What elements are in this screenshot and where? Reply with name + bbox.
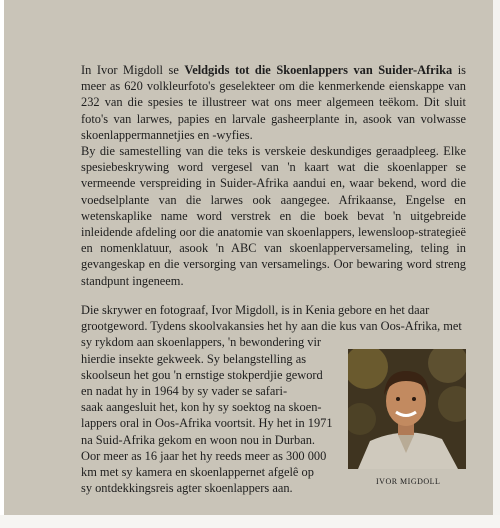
paragraph-1 <box>81 62 466 143</box>
blurb-text <box>81 62 466 289</box>
paragraph-2: By die samestelling van die teks is verskeie deskundiges geraadpleeg. Elke spesiebeskrywing word vergesel van 'n kaart wat die skoenlapper se vermeende verspreiding in Suider-Afrika aandui en, waar bekend, word die voedselplante van die larwes ook aangegee. Afrikaanse, Engelse en wetenskaplike name word verstrek en die boek bevat 'n uitgebreide inleidende afdeling oor die anatomie van skoenlappers, lewensloop-strategieë en nomenklatuur, asook 'n ABC van skoenlapperversameling, teling in gevangeskap en die versorging van versamelings. Oor bewaring word streng standpunt ingeneem. <box>81 144 466 288</box>
author-photo <box>348 349 466 469</box>
bio-line: saak aangesluit het, kon hy sy soektog na skoen- <box>81 400 322 415</box>
bio-line: lappers oral in Oos-Afrika voortsit. Hy het in 1971 <box>81 416 333 431</box>
photo-caption: IVOR MIGDOLL <box>376 477 441 486</box>
bio-line: Oor meer as 16 jaar het hy reeds meer as 300 000 <box>81 448 327 463</box>
author-portrait-image <box>348 349 466 469</box>
bio-line: km met sy kamera en skoenlappernet afgelê op <box>81 465 314 480</box>
para1-rest: is meer as 620 volkleurfoto's geselekteer om die kenmerkende eienskappe van 232 van die spesies te illustreer wat ons meer algemeen teëkom. Dit sluit foto's van larwes, papies en larvale gasheerplante in, asook van volwasse skoenlappermannetjies en -wyfies. <box>81 63 466 142</box>
bottom-band <box>0 515 500 528</box>
bio-line: na Suid-Afrika gekom en woon nou in Durban. <box>81 432 316 447</box>
bio-line: hierdie insekte gekweek. Sy belangstelling as <box>81 351 307 366</box>
bio-line: en nadat hy in 1964 by sy vader se safari- <box>81 384 288 399</box>
bio-line: Die skrywer en fotograaf, Ivor Migdoll, is in Kenia gebore en het daar <box>81 303 430 317</box>
para1-intro: In Ivor Migdoll se <box>81 63 185 77</box>
page-edge <box>493 0 500 528</box>
bio-line: skoolseun het gou 'n ernstige stokperdjie geword <box>81 367 323 382</box>
book-title: Veldgids tot die Skoenlappers van Suider-Afrika <box>184 63 453 77</box>
bio-line: sy rykdom aan skoenlappers, 'n bewondering vir <box>81 335 322 350</box>
bio-line: grootgeword. Tydens skoolvakansies het hy aan die kus van Oos-Afrika, met <box>81 319 462 334</box>
bio-line: sy ontdekkingsreis agter skoenlappers aan. <box>81 481 293 496</box>
